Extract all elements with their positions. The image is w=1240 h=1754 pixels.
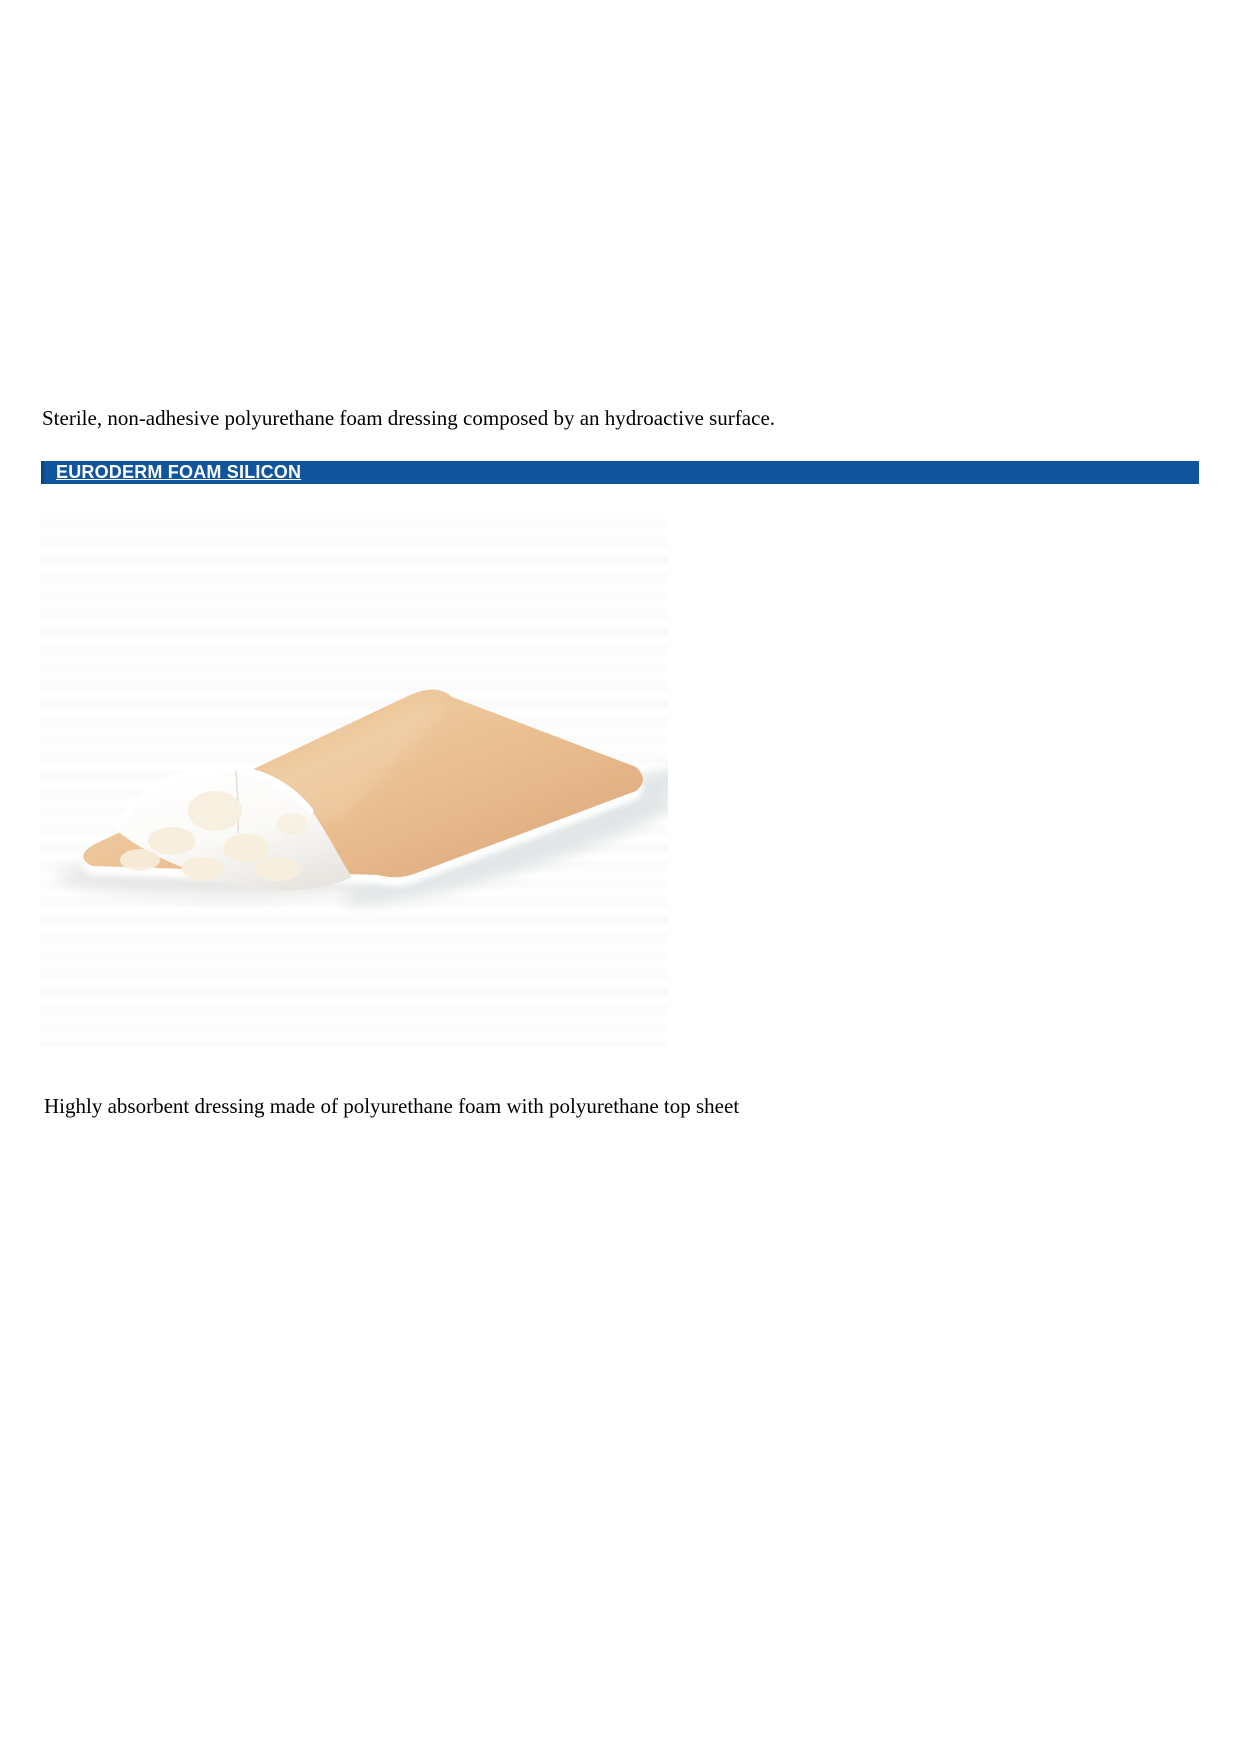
section-header-title: EURODERM FOAM SILICON: [56, 462, 302, 482]
section-header-bar: [41, 461, 1199, 484]
foam-dressing-illustration: [40, 519, 668, 1047]
description-text: Highly absorbent dressing made of polyurethane foam with polyurethane top sheet: [44, 1094, 740, 1118]
product-image: [40, 519, 668, 1047]
intro-text: Sterile, non-adhesive polyurethane foam dressing composed by an hydroactive surface.: [42, 406, 776, 430]
